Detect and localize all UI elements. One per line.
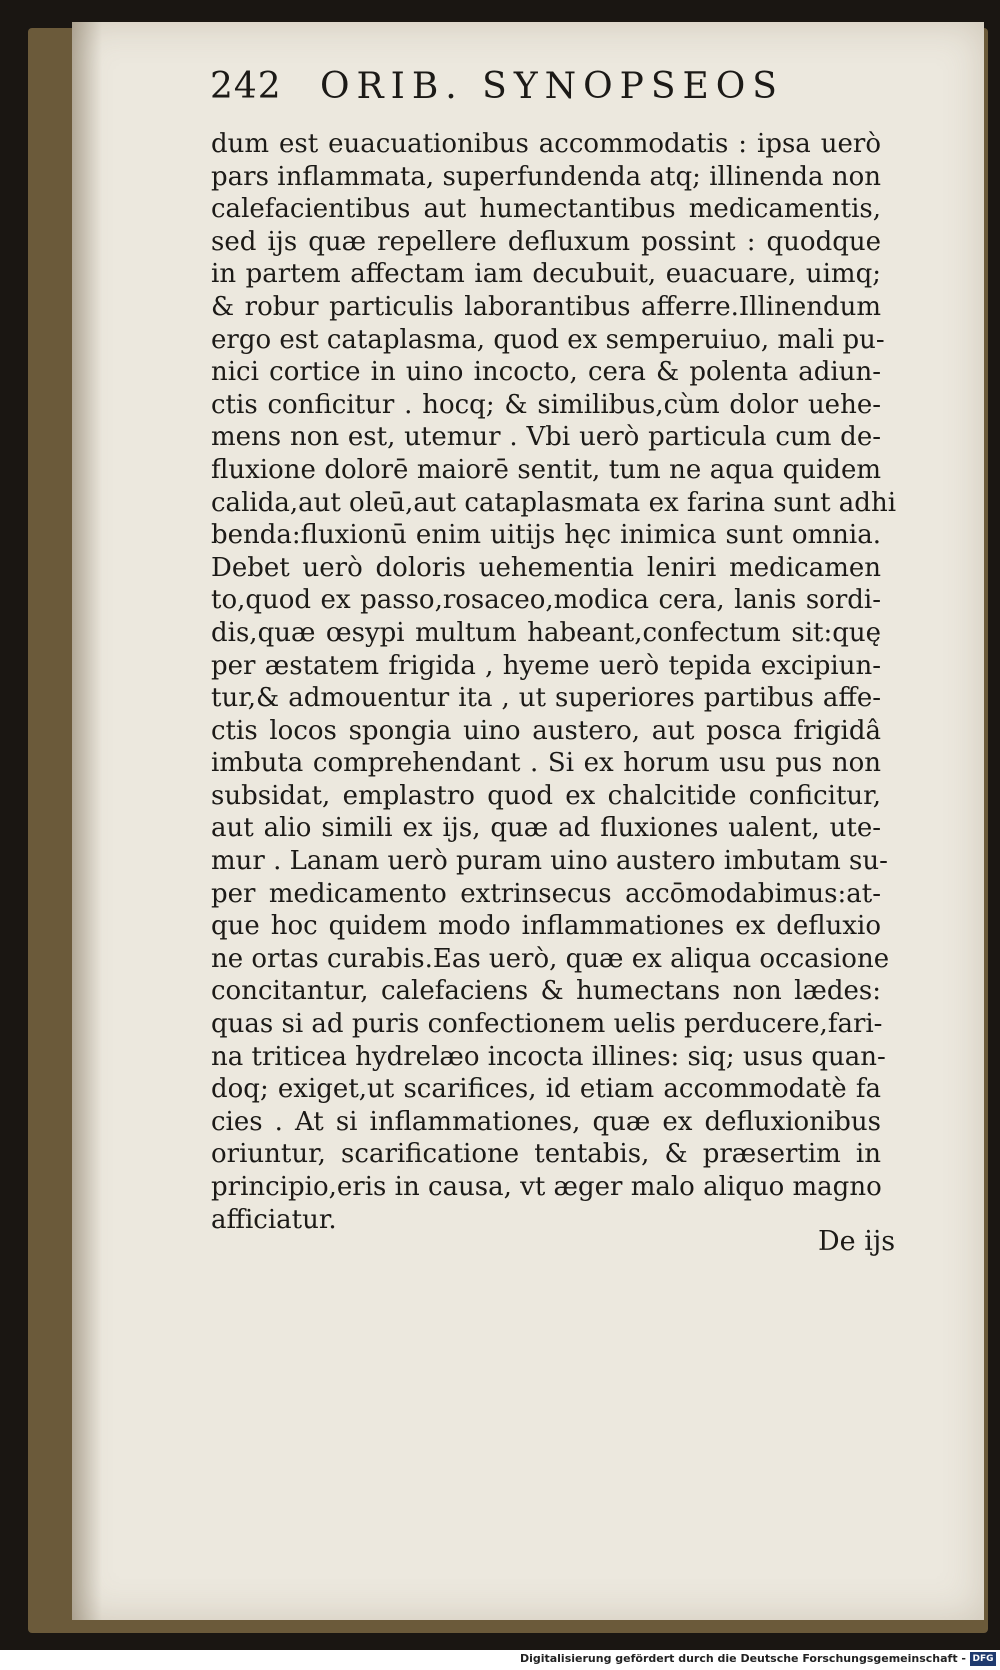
text-line: afficiatur. (211, 1204, 337, 1235)
text-line: mens non est, utemur . Vbi uerò particula cum de- (211, 422, 881, 453)
text-line: principio,eris in causa, vt æger malo aliquo magno (211, 1172, 882, 1202)
text-line: que hoc quidem modo inflammationes ex defluxio (211, 911, 881, 942)
gutter-shadow (72, 22, 102, 1620)
text-line: dis,quæ œsypi multum habeant,confectum sit:quę (211, 617, 881, 648)
text-line: aut alio simili ex ijs, quæ ad fluxiones ualent, ute- (211, 813, 881, 844)
text-line: in partem affectam iam decubuit, euacuare, uimq; (211, 259, 881, 290)
running-title: ORIB. SYNOPSEOS (320, 66, 784, 107)
text-line: ne ortas curabis.Eas uerò, quæ ex aliqua occasione (211, 943, 890, 974)
text-line: Debet uerò doloris uehementia leniri medicamen (211, 552, 881, 583)
text-line: benda:fluxionū enim uitijs hęc inimica sunt omnia. (211, 520, 881, 551)
text-line: tur,& admouentur ita , ut superiores partibus affe- (211, 683, 881, 714)
dfg-logo: DFG (970, 1652, 996, 1666)
body-text (211, 128, 897, 1236)
text-line: fluxione dolorē maiorē sentit, tum ne aqua quidem (211, 454, 881, 485)
text-line: nici cortice in uino incocto, cera & polenta adiun- (211, 357, 881, 388)
text-line: cies . At si inflammationes, quæ ex defluxionibus (211, 1106, 881, 1137)
text-line: subsidat, emplastro quod ex chalcitide conficitur, (211, 780, 881, 811)
text-line: oriuntur, scarificatione tentabis, & præsertim in (211, 1139, 881, 1170)
text-line: per medicamento extrinsecus accōmodabimus:at- (211, 878, 881, 909)
text-line: dum est euacuationibus accommodatis : ipsa uerò (211, 129, 881, 159)
text-line: calida,aut oleū,aut cataplasmata ex farina sunt adhi (211, 487, 897, 518)
text-line: quas si ad puris confectionem uelis perducere,fari- (211, 1009, 883, 1040)
text-line: mur . Lanam uerò puram uino austero imbutam su- (211, 846, 888, 877)
text-line: pars inflammata, superfundenda atq; illinenda non (211, 161, 881, 192)
text-line: per æstatem frigida , hyeme uerò tepida excipiun- (211, 650, 881, 681)
text-line: ctis locos spongia uino austero, aut posca frigidâ (211, 715, 881, 746)
text-line: & robur particulis laborantibus afferre.Illinendum (211, 291, 881, 322)
footer-credit: Digitalisierung gefördert durch die Deutsche Forschungsgemeinschaft - (519, 1652, 966, 1665)
page-number: 242 (210, 66, 282, 107)
text-line: calefacientibus aut humectantibus medicamentis, (211, 194, 881, 225)
text-line: sed ijs quæ repellere defluxum possint : quodque (211, 226, 881, 257)
catchword: De ijs (818, 1226, 896, 1257)
text-line: to,quod ex passo,rosaceo,modica cera, lanis sordi- (211, 585, 881, 616)
footer-bar (0, 1650, 1000, 1670)
text-line: doq; exiget,ut scarifices, id etiam accommodatè fa (211, 1074, 881, 1105)
page-header (210, 66, 870, 126)
text-line: na triticea hydrelæo incocta illines: siq; usus quan- (211, 1041, 886, 1072)
text-line: imbuta comprehendant . Si ex horum usu pus non (211, 748, 881, 779)
text-line: concitantur, calefaciens & humectans non lædes: (211, 976, 881, 1007)
text-line: ctis conficitur . hocq; & similibus,cùm dolor uehe- (211, 389, 881, 420)
text-line: ergo est cataplasma, quod ex semperuiuo, mali pu- (211, 324, 885, 355)
